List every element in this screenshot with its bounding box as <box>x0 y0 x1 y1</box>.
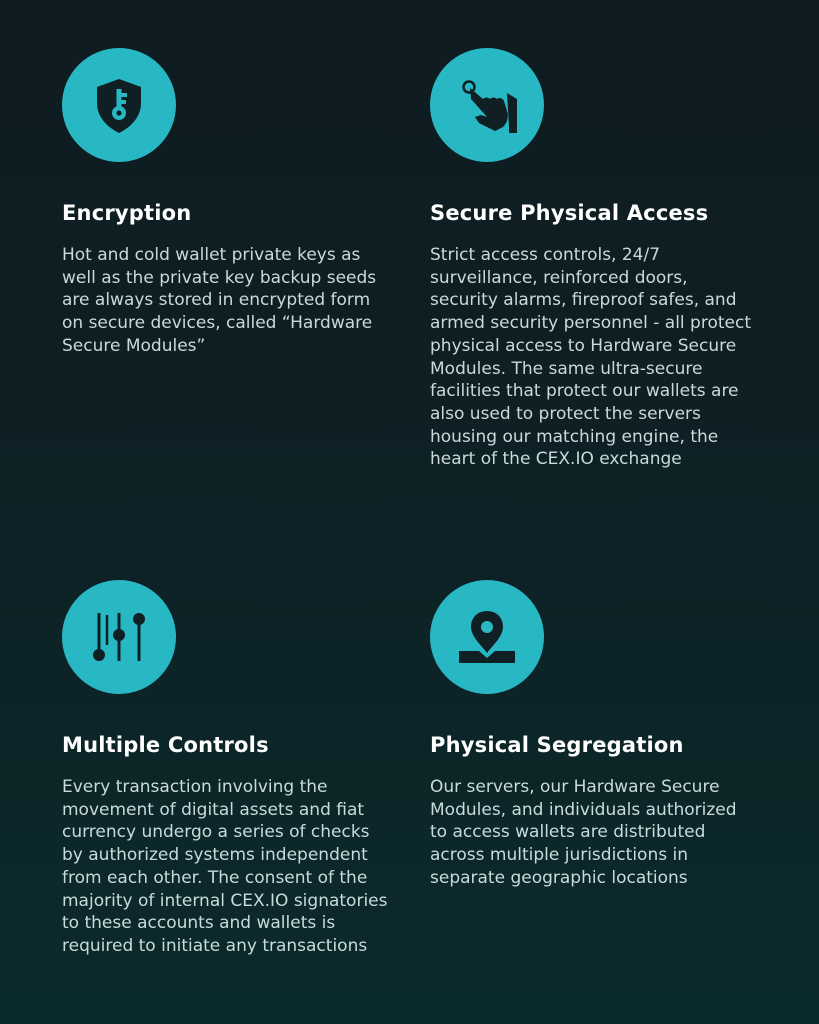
feature-card-physical-segregation <box>430 580 770 890</box>
card-description: Strict access controls, 24/7 surveillance, reinforced doors, security alarms, fireproof safes, and armed security personnel - all protect physical access to Hardware Secure Modules. The same ultra-secure facilities that protect our wallets are also used to protect the servers housing our matching engine, the heart of the CEX.IO exchange <box>430 245 751 470</box>
card-description: Every transaction involving the movement of digital assets and fiat currency undergo a series of checks by authorized systems independent from each other. The consent of the majority of internal CEX.IO signatories to these accounts and wallets is required to initiate any transactions <box>62 777 388 956</box>
card-description: Our servers, our Hardware Secure Modules, and individuals authorized to access wallets are distributed across multiple jurisdictions in separate geographic locations <box>430 777 737 888</box>
shield-key-icon <box>87 73 151 137</box>
feature-card-encryption <box>62 48 402 358</box>
icon-badge <box>430 580 544 694</box>
card-title: Encryption <box>62 201 192 225</box>
icon-badge <box>62 580 176 694</box>
icon-badge <box>62 48 176 162</box>
hand-touch-icon <box>451 69 523 141</box>
map-pin-icon <box>455 605 519 669</box>
card-description: Hot and cold wallet private keys as well as the private key backup seeds are always stored in encrypted form on secure devices, called “Hardware Secure Modules” <box>62 245 377 356</box>
feature-card-secure-physical-access <box>430 48 770 471</box>
card-title: Physical Segregation <box>430 733 684 757</box>
sliders-icon <box>87 605 151 669</box>
icon-badge <box>430 48 544 162</box>
card-title: Secure Physical Access <box>430 201 709 225</box>
card-title: Multiple Controls <box>62 733 269 757</box>
feature-card-multiple-controls <box>62 580 402 958</box>
